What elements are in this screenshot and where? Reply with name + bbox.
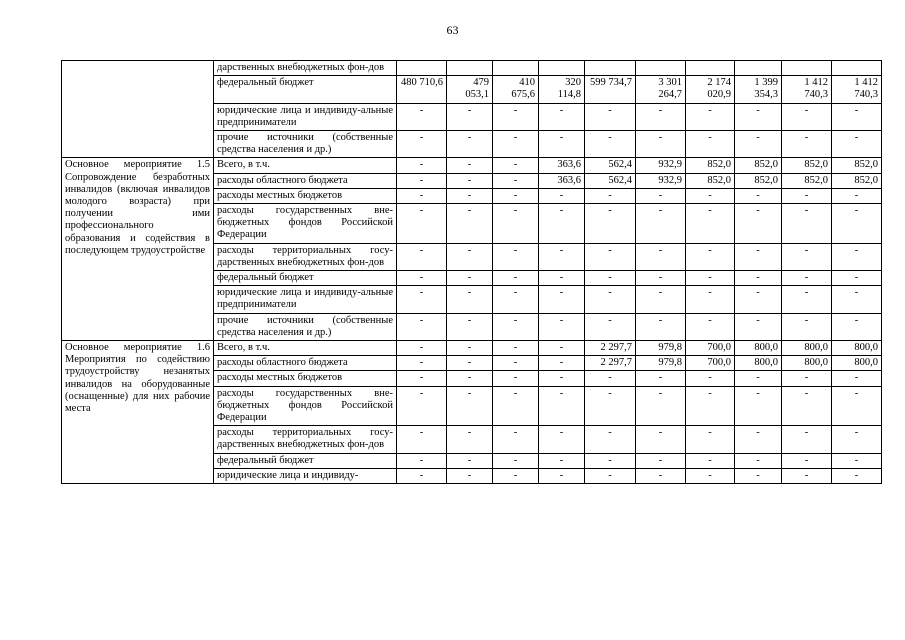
value-cell: - bbox=[735, 204, 782, 244]
value-cell: - bbox=[832, 453, 882, 468]
value-cell: - bbox=[782, 386, 832, 426]
value-cell: - bbox=[397, 204, 447, 244]
table-row bbox=[62, 61, 882, 76]
value-cell: - bbox=[782, 371, 832, 386]
value-cell: - bbox=[735, 188, 782, 203]
value-cell: - bbox=[493, 371, 539, 386]
value-cell: - bbox=[447, 426, 493, 453]
value-cell: 363,6 bbox=[539, 158, 585, 173]
value-cell: - bbox=[686, 131, 735, 158]
value-cell: 932,9 bbox=[636, 173, 686, 188]
value-cell: - bbox=[493, 173, 539, 188]
value-cell: 410 675,6 bbox=[493, 76, 539, 103]
value-cell: 1 412 740,3 bbox=[832, 76, 882, 103]
value-cell: - bbox=[539, 286, 585, 313]
value-cell: - bbox=[493, 131, 539, 158]
value-cell: 3 301 264,7 bbox=[636, 76, 686, 103]
value-cell bbox=[585, 61, 636, 76]
value-cell: - bbox=[585, 131, 636, 158]
value-cell: - bbox=[539, 204, 585, 244]
table-row bbox=[62, 158, 882, 173]
value-cell: 800,0 bbox=[735, 356, 782, 371]
value-cell: - bbox=[493, 103, 539, 130]
value-cell: - bbox=[686, 386, 735, 426]
value-cell: - bbox=[493, 313, 539, 340]
value-cell: - bbox=[493, 271, 539, 286]
value-cell: - bbox=[397, 271, 447, 286]
value-cell: 800,0 bbox=[782, 341, 832, 356]
value-cell: 1 399 354,3 bbox=[735, 76, 782, 103]
value-cell: - bbox=[636, 271, 686, 286]
value-cell: - bbox=[397, 131, 447, 158]
value-cell: - bbox=[585, 386, 636, 426]
value-cell: - bbox=[686, 243, 735, 270]
value-cell: - bbox=[539, 243, 585, 270]
value-cell bbox=[493, 61, 539, 76]
value-cell: - bbox=[539, 426, 585, 453]
value-cell: - bbox=[397, 468, 447, 483]
value-cell: - bbox=[686, 271, 735, 286]
value-cell: - bbox=[539, 468, 585, 483]
value-cell: - bbox=[493, 426, 539, 453]
value-cell: - bbox=[832, 204, 882, 244]
value-cell: - bbox=[447, 371, 493, 386]
value-cell: 800,0 bbox=[735, 341, 782, 356]
value-cell: - bbox=[735, 271, 782, 286]
value-cell: - bbox=[735, 286, 782, 313]
funding-source-cell: федеральный бюджет bbox=[214, 271, 397, 286]
value-cell: - bbox=[636, 204, 686, 244]
value-cell: - bbox=[782, 468, 832, 483]
page-number: 63 bbox=[446, 23, 459, 37]
value-cell: - bbox=[686, 313, 735, 340]
value-cell: - bbox=[397, 356, 447, 371]
value-cell: - bbox=[686, 371, 735, 386]
value-cell: - bbox=[735, 313, 782, 340]
value-cell: - bbox=[493, 341, 539, 356]
value-cell: - bbox=[782, 271, 832, 286]
value-cell: - bbox=[397, 341, 447, 356]
value-cell: - bbox=[397, 313, 447, 340]
value-cell: - bbox=[447, 386, 493, 426]
value-cell: - bbox=[493, 188, 539, 203]
funding-source-cell: Всего, в т.ч. bbox=[214, 158, 397, 173]
value-cell: - bbox=[493, 386, 539, 426]
value-cell: - bbox=[832, 103, 882, 130]
value-cell: - bbox=[686, 188, 735, 203]
value-cell: - bbox=[397, 173, 447, 188]
value-cell: 932,9 bbox=[636, 158, 686, 173]
value-cell: - bbox=[636, 453, 686, 468]
value-cell: - bbox=[397, 158, 447, 173]
value-cell: - bbox=[735, 386, 782, 426]
funding-source-cell: федеральный бюджет bbox=[214, 76, 397, 103]
activity-cell: Основное мероприятие 1.6 Мероприятия по содействию трудоустройству незанятых инвалидов на оборудованные (оснащенные) для них рабочие места bbox=[62, 341, 214, 484]
value-cell: 800,0 bbox=[782, 356, 832, 371]
value-cell: - bbox=[539, 271, 585, 286]
value-cell bbox=[397, 61, 447, 76]
value-cell: - bbox=[636, 243, 686, 270]
value-cell: - bbox=[735, 426, 782, 453]
value-cell: - bbox=[447, 173, 493, 188]
value-cell: - bbox=[686, 426, 735, 453]
value-cell: - bbox=[832, 243, 882, 270]
value-cell: - bbox=[447, 204, 493, 244]
value-cell: - bbox=[585, 468, 636, 483]
value-cell: - bbox=[539, 313, 585, 340]
value-cell: - bbox=[636, 188, 686, 203]
value-cell bbox=[447, 61, 493, 76]
value-cell: 852,0 bbox=[782, 173, 832, 188]
funding-source-cell: расходы областного бюджета bbox=[214, 173, 397, 188]
value-cell: 2 297,7 bbox=[585, 356, 636, 371]
value-cell: - bbox=[686, 453, 735, 468]
value-cell: - bbox=[782, 243, 832, 270]
value-cell: - bbox=[397, 103, 447, 130]
value-cell: - bbox=[636, 426, 686, 453]
value-cell: 852,0 bbox=[832, 158, 882, 173]
value-cell: - bbox=[782, 188, 832, 203]
value-cell: 320 114,8 bbox=[539, 76, 585, 103]
value-cell: - bbox=[686, 286, 735, 313]
value-cell: 700,0 bbox=[686, 356, 735, 371]
value-cell: - bbox=[735, 243, 782, 270]
value-cell: - bbox=[782, 103, 832, 130]
value-cell: - bbox=[636, 468, 686, 483]
value-cell: - bbox=[539, 386, 585, 426]
value-cell: - bbox=[585, 286, 636, 313]
value-cell: 2 174 020,9 bbox=[686, 76, 735, 103]
value-cell: - bbox=[397, 386, 447, 426]
value-cell: 700,0 bbox=[686, 341, 735, 356]
value-cell: - bbox=[493, 468, 539, 483]
funding-source-cell: федеральный бюджет bbox=[214, 453, 397, 468]
value-cell bbox=[832, 61, 882, 76]
value-cell: 852,0 bbox=[686, 158, 735, 173]
value-cell: - bbox=[493, 158, 539, 173]
value-cell: - bbox=[832, 426, 882, 453]
value-cell: 562,4 bbox=[585, 173, 636, 188]
value-cell: - bbox=[493, 243, 539, 270]
value-cell bbox=[539, 61, 585, 76]
value-cell: - bbox=[686, 468, 735, 483]
value-cell: - bbox=[636, 286, 686, 313]
value-cell: - bbox=[735, 103, 782, 130]
value-cell: 363,6 bbox=[539, 173, 585, 188]
value-cell: 562,4 bbox=[585, 158, 636, 173]
value-cell: - bbox=[447, 271, 493, 286]
funding-source-cell: расходы местных бюджетов bbox=[214, 371, 397, 386]
value-cell: - bbox=[447, 103, 493, 130]
value-cell: - bbox=[493, 286, 539, 313]
value-cell: - bbox=[636, 103, 686, 130]
value-cell: - bbox=[539, 371, 585, 386]
value-cell bbox=[735, 61, 782, 76]
funding-source-cell: расходы территориальных госу-дарственных внебюджетных фон-дов bbox=[214, 426, 397, 453]
value-cell: - bbox=[832, 131, 882, 158]
funding-source-cell: прочие источники (собственные средства населения и др.) bbox=[214, 313, 397, 340]
value-cell: - bbox=[447, 341, 493, 356]
value-cell: 852,0 bbox=[832, 173, 882, 188]
value-cell: - bbox=[832, 386, 882, 426]
value-cell: 852,0 bbox=[782, 158, 832, 173]
value-cell: - bbox=[832, 371, 882, 386]
value-cell: - bbox=[397, 426, 447, 453]
value-cell: - bbox=[493, 453, 539, 468]
funding-source-cell: расходы территориальных госу-дарственных внебюджетных фон-дов bbox=[214, 243, 397, 270]
value-cell: - bbox=[782, 453, 832, 468]
value-cell: - bbox=[782, 131, 832, 158]
value-cell: - bbox=[686, 204, 735, 244]
value-cell: - bbox=[447, 131, 493, 158]
value-cell: - bbox=[832, 468, 882, 483]
value-cell: - bbox=[397, 243, 447, 270]
value-cell: - bbox=[782, 286, 832, 313]
value-cell: - bbox=[832, 286, 882, 313]
value-cell: - bbox=[539, 103, 585, 130]
value-cell: - bbox=[636, 313, 686, 340]
value-cell: - bbox=[447, 158, 493, 173]
value-cell: - bbox=[686, 103, 735, 130]
value-cell: - bbox=[782, 204, 832, 244]
value-cell: - bbox=[585, 204, 636, 244]
activity-cell: Основное мероприятие 1.5 Сопровождение безработных инвалидов (включая инвалидов молодого возраста) при получении ими профессионального образования и содействия в последующем трудоустройстве bbox=[62, 158, 214, 341]
funding-source-cell: юридические лица и индивиду-альные предприниматели bbox=[214, 286, 397, 313]
activity-cell bbox=[62, 61, 214, 158]
value-cell: - bbox=[832, 188, 882, 203]
value-cell: - bbox=[585, 371, 636, 386]
value-cell: - bbox=[447, 356, 493, 371]
funding-source-cell: дарственных внебюджетных фон-дов bbox=[214, 61, 397, 76]
value-cell: 979,8 bbox=[636, 341, 686, 356]
value-cell: - bbox=[585, 103, 636, 130]
value-cell: - bbox=[782, 313, 832, 340]
value-cell: 852,0 bbox=[686, 173, 735, 188]
value-cell: - bbox=[636, 131, 686, 158]
value-cell: - bbox=[735, 131, 782, 158]
funding-source-cell: расходы областного бюджета bbox=[214, 356, 397, 371]
value-cell: - bbox=[447, 453, 493, 468]
funding-source-cell: расходы местных бюджетов bbox=[214, 188, 397, 203]
value-cell: 599 734,7 bbox=[585, 76, 636, 103]
funding-source-cell: юридические лица и индивиду- bbox=[214, 468, 397, 483]
value-cell: - bbox=[447, 243, 493, 270]
funding-source-cell: расходы государственных вне-бюджетных фондов Российской Федерации bbox=[214, 204, 397, 244]
value-cell: 480 710,6 bbox=[397, 76, 447, 103]
value-cell: - bbox=[397, 453, 447, 468]
value-cell bbox=[636, 61, 686, 76]
value-cell: - bbox=[493, 204, 539, 244]
value-cell: - bbox=[397, 286, 447, 313]
value-cell bbox=[782, 61, 832, 76]
value-cell: - bbox=[447, 313, 493, 340]
value-cell: - bbox=[539, 131, 585, 158]
value-cell: - bbox=[397, 188, 447, 203]
funding-source-cell: Всего, в т.ч. bbox=[214, 341, 397, 356]
value-cell: - bbox=[585, 243, 636, 270]
value-cell: - bbox=[585, 188, 636, 203]
value-cell: - bbox=[447, 468, 493, 483]
value-cell: 800,0 bbox=[832, 356, 882, 371]
value-cell: - bbox=[539, 341, 585, 356]
value-cell: - bbox=[447, 188, 493, 203]
value-cell: - bbox=[585, 426, 636, 453]
value-cell: 852,0 bbox=[735, 173, 782, 188]
value-cell bbox=[686, 61, 735, 76]
value-cell: - bbox=[636, 371, 686, 386]
budget-table bbox=[61, 60, 882, 484]
value-cell: - bbox=[447, 286, 493, 313]
table-row bbox=[62, 341, 882, 356]
value-cell: 852,0 bbox=[735, 158, 782, 173]
value-cell: - bbox=[832, 271, 882, 286]
value-cell: - bbox=[585, 313, 636, 340]
value-cell: - bbox=[832, 313, 882, 340]
value-cell: 800,0 bbox=[832, 341, 882, 356]
value-cell: - bbox=[539, 356, 585, 371]
value-cell: 979,8 bbox=[636, 356, 686, 371]
funding-source-cell: расходы государственных вне-бюджетных фондов Российской Федерации bbox=[214, 386, 397, 426]
value-cell: - bbox=[585, 453, 636, 468]
value-cell: - bbox=[636, 386, 686, 426]
value-cell: 1 412 740,3 bbox=[782, 76, 832, 103]
value-cell: 479 053,1 bbox=[447, 76, 493, 103]
value-cell: - bbox=[539, 453, 585, 468]
value-cell: - bbox=[735, 453, 782, 468]
value-cell: - bbox=[539, 188, 585, 203]
value-cell: - bbox=[397, 371, 447, 386]
funding-source-cell: прочие источники (собственные средства населения и др.) bbox=[214, 131, 397, 158]
value-cell: - bbox=[585, 271, 636, 286]
value-cell: - bbox=[735, 371, 782, 386]
value-cell: 2 297,7 bbox=[585, 341, 636, 356]
funding-source-cell: юридические лица и индивиду-альные предприниматели bbox=[214, 103, 397, 130]
value-cell: - bbox=[735, 468, 782, 483]
value-cell: - bbox=[782, 426, 832, 453]
value-cell: - bbox=[493, 356, 539, 371]
